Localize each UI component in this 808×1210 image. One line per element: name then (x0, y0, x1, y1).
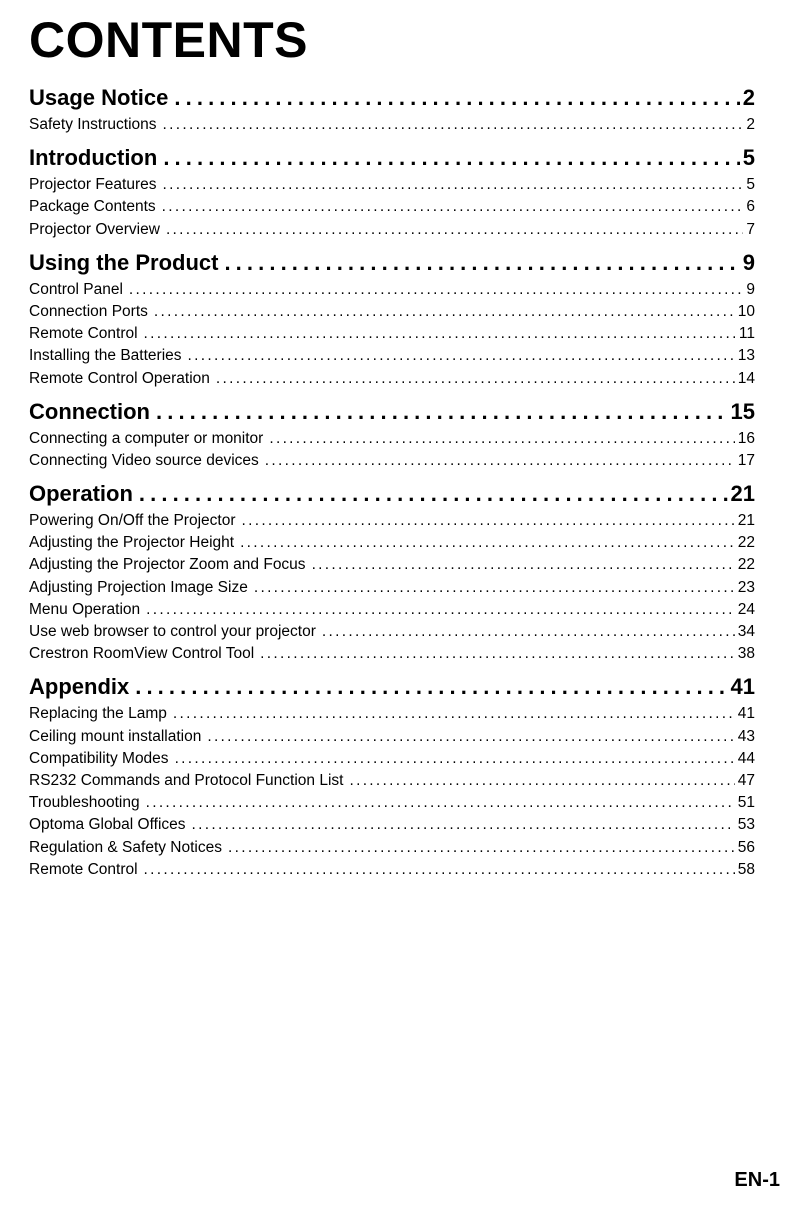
toc-entry[interactable] (29, 621, 755, 643)
toc-entry[interactable] (29, 748, 755, 770)
toc-entry[interactable] (29, 792, 755, 814)
toc-entry[interactable] (29, 599, 755, 621)
toc-heading-label: Usage Notice (29, 85, 169, 110)
toc-entry-label: Adjusting the Projector Zoom and Focus (29, 556, 306, 574)
toc-dot-leader (146, 599, 735, 621)
toc-dot-leader (144, 859, 735, 881)
toc-entry-label: Projector Overview (29, 220, 160, 238)
toc-entry-label: Adjusting the Projector Height (29, 534, 235, 552)
toc-entry-label: Troubleshooting (29, 794, 140, 812)
toc-section (29, 247, 755, 390)
toc-entry[interactable] (29, 114, 755, 136)
toc-entry-label: Powering On/Off the Projector (29, 512, 236, 530)
toc-heading-label: Appendix (29, 674, 130, 700)
toc-heading-page: 15 (730, 398, 755, 424)
toc-section-heading[interactable] (29, 247, 755, 279)
toc-entry-label: Compatibility Modes (29, 749, 169, 767)
toc-dot-leader (135, 671, 727, 703)
toc-section (29, 142, 755, 241)
toc-entry-label: Regulation & Safety Notices (29, 838, 222, 856)
toc-section (29, 671, 755, 881)
toc-dot-leader (175, 748, 735, 770)
toc-dot-leader (254, 577, 735, 599)
toc-entry[interactable] (29, 577, 755, 599)
toc-entry[interactable] (29, 428, 755, 450)
toc-dot-leader (312, 554, 735, 576)
toc-entry[interactable] (29, 368, 755, 390)
toc-entry-label: Replacing the Lamp (29, 705, 167, 723)
toc-entry[interactable] (29, 510, 755, 532)
toc-entry-page: 9 (746, 280, 755, 298)
toc-dot-leader (154, 301, 735, 323)
toc-entry-page: 58 (737, 860, 755, 878)
toc-entry-page: 7 (746, 220, 755, 238)
toc-entry-label: Ceiling mount installation (29, 727, 202, 745)
toc-dot-leader (188, 345, 735, 367)
toc-dot-leader (349, 770, 734, 792)
page-title: CONTENTS (29, 12, 308, 68)
toc-heading-page: 5 (742, 145, 755, 171)
toc-entry-page: 11 (738, 325, 755, 343)
toc-entry-label: RS232 Commands and Protocol Function List (29, 771, 344, 789)
toc-entry-page: 13 (737, 347, 755, 365)
toc-entry-page: 24 (737, 600, 755, 618)
toc-section-heading[interactable] (29, 478, 755, 510)
toc-entry-page: 2 (746, 116, 755, 133)
toc-heading-label: Operation (29, 481, 133, 507)
toc-dot-leader (129, 279, 743, 301)
toc-entry-page: 34 (737, 623, 755, 640)
toc-dot-leader (240, 532, 735, 554)
toc-dot-leader (144, 323, 736, 345)
toc-entry-label: Projector Features (29, 176, 157, 194)
toc-heading-page: 41 (730, 674, 755, 700)
toc-dot-leader (192, 814, 735, 836)
toc-entry[interactable] (29, 196, 755, 218)
toc-entry-page: 6 (746, 198, 755, 216)
toc-entry-label: Connecting a computer or monitor (29, 429, 264, 447)
toc-section (29, 82, 755, 136)
toc-dot-leader (216, 368, 735, 390)
toc-entry[interactable] (29, 837, 755, 859)
toc-dot-leader (139, 478, 728, 510)
toc-section-heading[interactable] (29, 82, 755, 114)
toc-section-heading[interactable] (29, 671, 755, 703)
toc-entry-page: 22 (737, 534, 755, 552)
toc-entry-page: 10 (737, 302, 755, 320)
toc-dot-leader (163, 174, 744, 196)
toc-entry-page: 51 (737, 794, 755, 812)
toc-entry-page: 47 (737, 771, 755, 789)
toc-dot-leader (146, 792, 735, 814)
toc-heading-label: Introduction (29, 145, 158, 171)
toc-section-heading[interactable] (29, 142, 755, 174)
toc-entry-page: 17 (737, 451, 755, 469)
toc-dot-leader (228, 837, 735, 859)
toc-entry-page: 43 (737, 727, 755, 745)
toc-entry[interactable] (29, 323, 755, 345)
toc-entry-label: Package Contents (29, 198, 156, 216)
toc-heading-page: 2 (742, 85, 755, 110)
toc-section (29, 478, 755, 665)
toc-entry-page: 56 (737, 838, 755, 856)
toc-entry[interactable] (29, 532, 755, 554)
toc-dot-leader (163, 142, 739, 174)
toc-entry-label: Use web browser to control your projector (29, 623, 316, 640)
toc-dot-leader (163, 114, 744, 136)
toc-entry[interactable] (29, 301, 755, 323)
toc-heading-label: Connection (29, 398, 150, 424)
toc-dot-leader (322, 621, 735, 643)
toc-entry-page: 23 (737, 578, 755, 596)
toc-entry-label: Optoma Global Offices (29, 816, 186, 834)
toc-entry[interactable] (29, 643, 755, 665)
toc-entry-page: 53 (737, 816, 755, 834)
toc-section (29, 396, 755, 472)
page-number-footer: EN-1 (734, 1169, 780, 1191)
toc-entry-label: Connection Ports (29, 302, 148, 320)
toc-entry-label: Adjusting Projection Image Size (29, 578, 248, 596)
toc-dot-leader (265, 450, 735, 472)
toc-dot-leader (166, 219, 743, 241)
toc-heading-page: 9 (742, 249, 755, 275)
toc-dot-leader (224, 247, 739, 279)
toc-entry-page: 44 (737, 749, 755, 767)
toc-heading-page: 21 (730, 481, 755, 507)
toc-entry-label: Control Panel (29, 280, 123, 298)
toc-entry-label: Menu Operation (29, 600, 141, 618)
toc-entry-label: Remote Control (29, 860, 138, 878)
toc-entry-page: 41 (737, 705, 755, 723)
toc-entry-label: Remote Control (29, 325, 138, 343)
toc-entry-label: Safety Instructions (29, 116, 157, 133)
toc-entry[interactable] (29, 859, 755, 881)
toc-dot-leader (173, 703, 735, 725)
toc-entry[interactable] (29, 726, 755, 748)
toc-entry[interactable] (29, 450, 755, 472)
toc-entry[interactable] (29, 345, 755, 367)
toc-heading-label: Using the Product (29, 249, 219, 275)
toc-entry-page: 16 (737, 429, 755, 447)
toc-entry-page: 5 (746, 176, 755, 194)
toc-dot-leader (269, 428, 734, 450)
toc-entry-page: 14 (737, 369, 755, 387)
toc-dot-leader (241, 510, 734, 532)
toc-entry-label: Connecting Video source devices (29, 451, 259, 469)
toc-entry[interactable] (29, 219, 755, 241)
toc-entry[interactable] (29, 554, 755, 576)
toc-entry-page: 21 (737, 512, 755, 530)
toc-dot-leader (156, 396, 728, 428)
toc-dot-leader (162, 196, 744, 218)
toc-section-heading[interactable] (29, 396, 755, 428)
toc-entry[interactable] (29, 703, 755, 725)
toc-entry-page: 38 (737, 645, 755, 663)
toc-entry[interactable] (29, 814, 755, 836)
toc-entry-label: Installing the Batteries (29, 347, 182, 365)
toc-dot-leader (174, 82, 739, 114)
table-of-contents (29, 82, 755, 881)
toc-entry-label: Crestron RoomView Control Tool (29, 645, 255, 663)
toc-entry[interactable] (29, 174, 755, 196)
toc-entry-page: 22 (737, 556, 755, 574)
toc-entry[interactable] (29, 770, 755, 792)
toc-dot-leader (207, 726, 734, 748)
toc-dot-leader (260, 643, 735, 665)
toc-entry-label: Remote Control Operation (29, 369, 210, 387)
toc-entry[interactable] (29, 279, 755, 301)
